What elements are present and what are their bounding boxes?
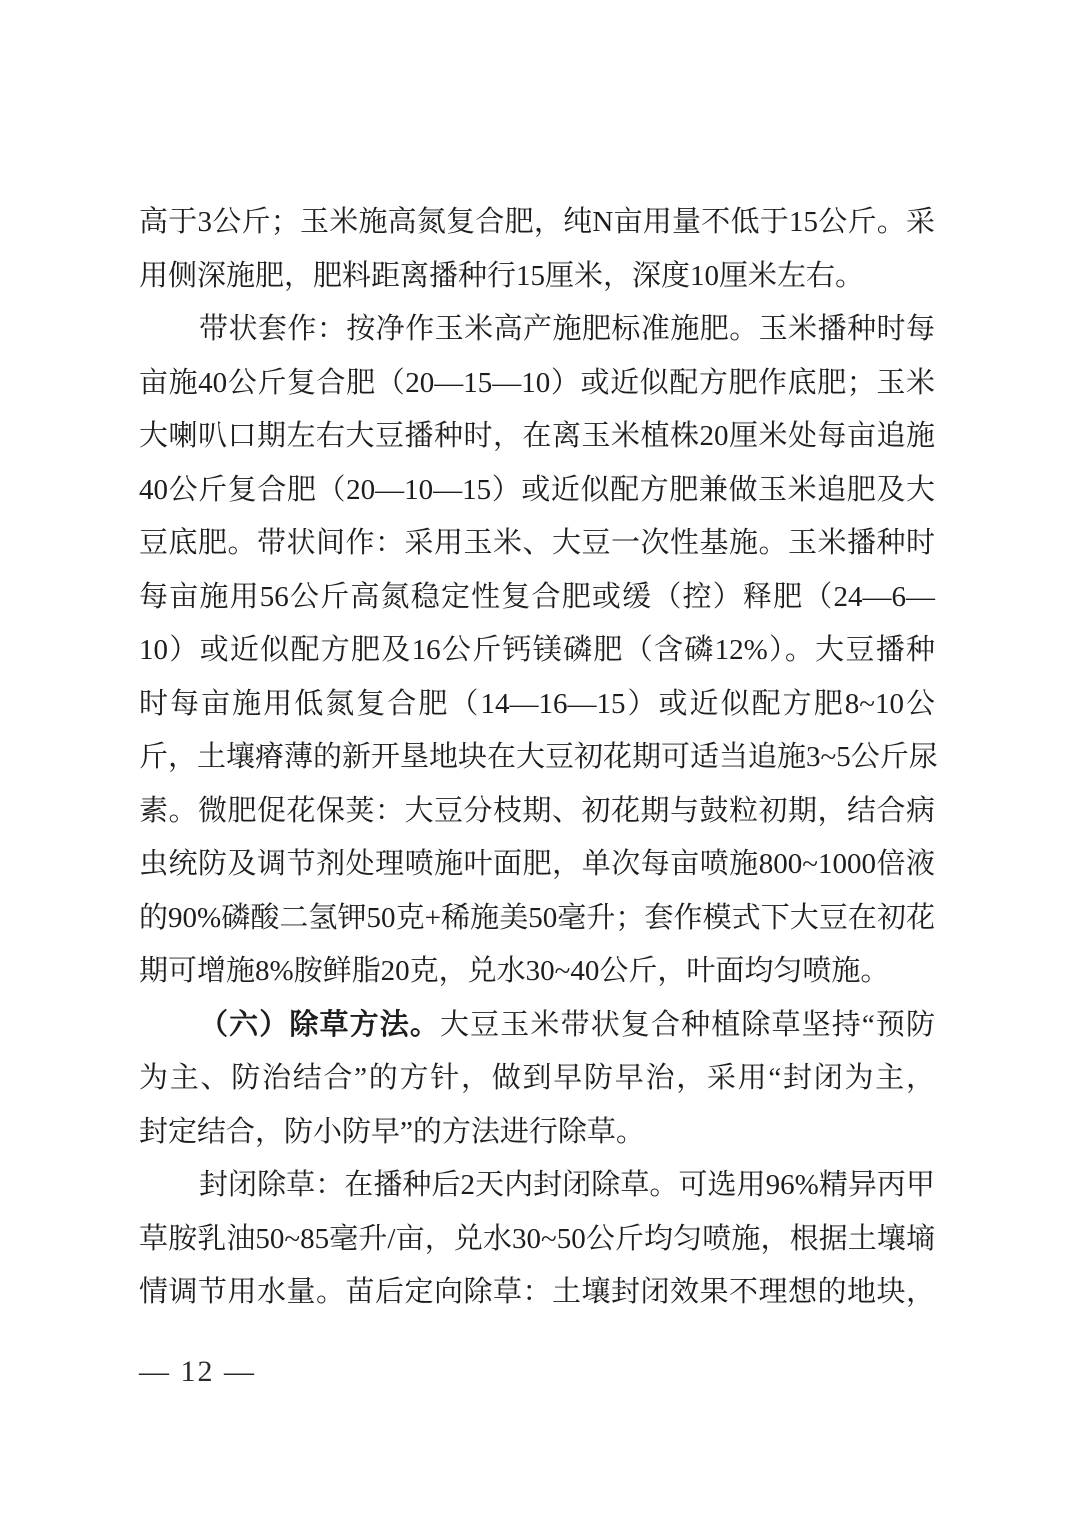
text-line — [139, 571, 935, 625]
text-line — [139, 785, 935, 839]
text-line — [139, 1266, 935, 1320]
text-segment: 的90%磷酸二氢钾50克+稀施美50毫升；套作模式下大豆在初花 — [139, 901, 935, 934]
text-line — [139, 838, 935, 892]
text-line — [139, 624, 935, 678]
text-segment: 斤，土壤瘠薄的新开垦地块在大豆初花期可适当追施3~5公斤尿 — [139, 741, 938, 773]
section-heading: （六）除草方法。 — [199, 1008, 441, 1041]
text-segment: 虫统防及调节剂处理喷施叶面肥，单次每亩喷施800~1000倍液 — [139, 848, 935, 880]
text-segment: 40公斤复合肥（20—10—15）或近似配方肥兼做玉米追肥及大 — [139, 473, 935, 506]
text-segment: 封闭除草：在播种后2天内封闭除草。可选用96%精异丙甲 — [199, 1169, 935, 1201]
text-segment: 草胺乳油50~85毫升/亩，兑水30~50公斤均匀喷施，根据土壤墒 — [139, 1222, 935, 1255]
text-line — [139, 731, 938, 785]
text-segment: 带状套作：按净作玉米高产施肥标准施肥。玉米播种时每 — [199, 313, 935, 345]
text-line — [139, 999, 935, 1053]
text-segment: 素。微肥促花保荚：大豆分枝期、初花期与鼓粒初期，结合病 — [139, 794, 935, 827]
text-line — [139, 357, 935, 411]
text-segment: 高于3公斤；玉米施高氮复合肥，纯N亩用量不低于15公斤。采 — [139, 206, 935, 238]
text-line — [139, 464, 935, 518]
text-line — [139, 303, 935, 357]
text-segment: 情调节用水量。苗后定向除草：土壤封闭效果不理想的地块， — [139, 1276, 935, 1308]
text-line — [139, 517, 935, 571]
text-segment: 10）或近似配方肥及16公斤钙镁磷肥（含磷12%）。大豆播种 — [139, 634, 935, 666]
text-segment: 期可增施8%胺鲜脂20克，兑水30~40公斤，叶面均匀喷施。 — [139, 955, 890, 987]
text-line — [139, 1052, 935, 1106]
document-body — [139, 196, 938, 1320]
text-segment: 大喇叭口期左右大豆播种时，在离玉米植株20厘米处每亩追施 — [139, 420, 935, 452]
text-line — [139, 250, 935, 304]
text-line — [139, 196, 935, 250]
text-segment: 封定结合，防小防早”的方法进行除草。 — [139, 1115, 645, 1148]
text-line — [139, 1213, 935, 1267]
text-segment: 亩施40公斤复合肥（20—15—10）或近似配方肥作底肥；玉米 — [139, 366, 935, 399]
text-segment: 为主、防治结合”的方针，做到早防早治，采用“封闭为主， — [139, 1062, 935, 1094]
text-segment: 大豆玉米带状复合种植除草坚持“预防 — [440, 1008, 935, 1041]
text-line — [139, 945, 935, 999]
text-segment: 用侧深施肥，肥料距离播种行15厘米，深度10厘米左右。 — [139, 259, 865, 292]
text-segment: 时每亩施用低氮复合肥（14—16—15）或近似配方肥8~10公 — [139, 687, 935, 720]
page-number: — 12 — — [139, 1355, 256, 1388]
text-segment: 豆底肥。带状间作：采用玉米、大豆一次性基施。玉米播种时 — [139, 527, 935, 559]
text-line — [139, 1159, 935, 1213]
text-line — [139, 678, 935, 732]
text-line — [139, 1106, 935, 1160]
text-line — [139, 410, 935, 464]
text-segment: 每亩施用56公斤高氮稳定性复合肥或缓（控）释肥（24—6— — [139, 580, 935, 613]
text-line — [139, 892, 935, 946]
